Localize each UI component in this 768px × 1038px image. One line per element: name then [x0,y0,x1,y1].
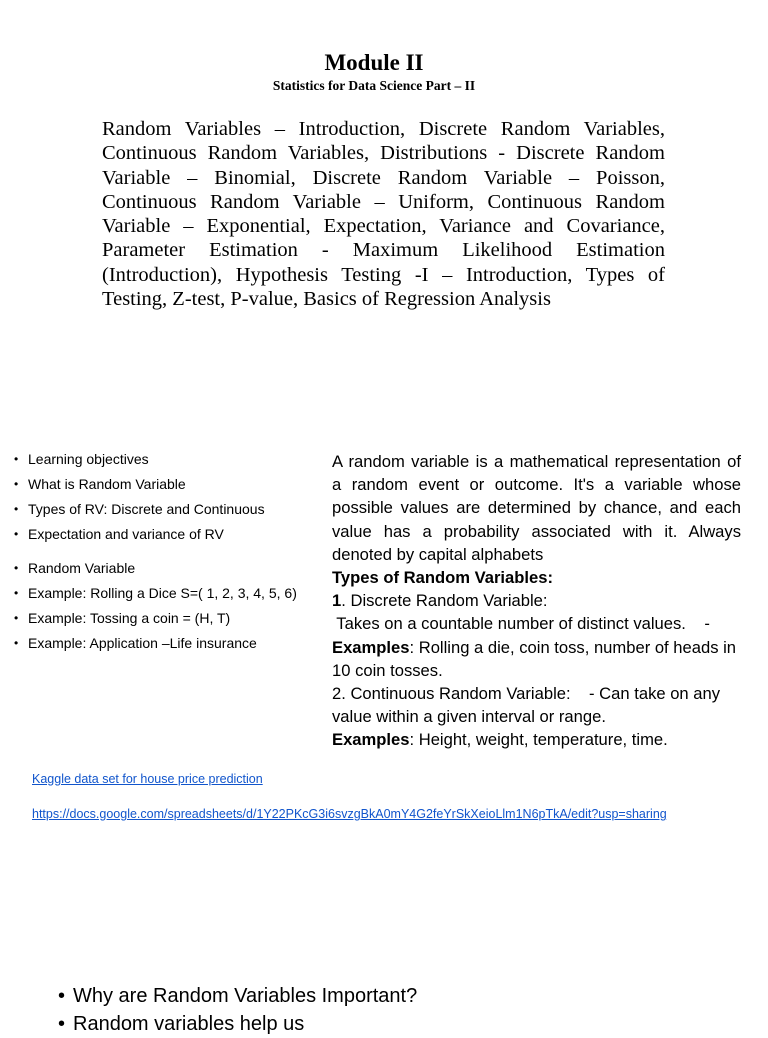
discrete-heading: 1. Discrete Random Variable: [332,591,548,611]
list-item: • Learning objectives [12,447,322,472]
discrete-description: Takes on a countable number of distinct values. - [332,614,710,634]
definition-intro: A random variable is a mathematical representation of a random event or outcome. It's a variable whose possible values are determined by chance, and each value has a probability associated with it. Always denoted by capital alphabets [332,452,741,564]
continuous-description: 2. Continuous Random Variable: - Can take on any value within a given interval or range. [332,684,725,727]
list-item: • Random variables help us [58,1010,738,1038]
list-item: • Example: Rolling a Dice S=( 1, 2, 3, 4, 5, 6) [12,581,322,606]
examples-label: Examples [332,637,410,657]
types-heading: Types of Random Variables: [332,568,554,588]
page-subtitle: Statistics for Data Science Part – II [272,78,476,93]
list-item: • Random Variable [12,556,322,581]
list-item: • Example: Tossing a coin = (H, T) [12,606,322,631]
discrete-examples: Examples: Rolling a die, coin toss, number of heads in 10 coin tosses. [332,637,737,680]
syllabus-paragraph: Random Variables – Introduction, Discrete Random Variables, Continuous Random Variables, Distributions - Discrete Random Variable – Binomial, Discrete Random Variable – Poisson, Continuous Random Variable – Uniform, Continuous Random Variable – Exponential, Expectation, Variance and Covariance, Parameter Estimation - Maximum Likelihood Estimation (Introduction), Hypothesis Testing -I – Introduction, Types of Testing, Z-test, P-value, Basics of Regression Analysis [102,118,665,311]
examples-label: Examples [332,730,410,750]
list-item: • Types of RV: Discrete and Continuous [12,497,322,522]
list-item: • Why are Random Variables Important? [58,982,738,1010]
spreadsheet-link[interactable]: https://docs.google.com/spreadsheets/d/1Y22PKcG3i6svzgBkA0mY4G2feYrSkXeioLlm1N6pTkA/edit?usp=sharing [32,807,667,821]
list-item: • Example: Application –Life insurance [12,631,322,656]
list-item: • What is Random Variable [12,472,322,497]
kaggle-dataset-link[interactable]: Kaggle data set for house price prediction [32,772,263,786]
importance-list [58,982,738,1038]
objectives-list [12,447,322,656]
list-item: • Expectation and variance of RV [12,522,322,547]
definition-block [332,450,741,752]
page-title: Module II [324,50,424,75]
continuous-examples: Examples: Height, weight, temperature, time. [332,730,668,750]
